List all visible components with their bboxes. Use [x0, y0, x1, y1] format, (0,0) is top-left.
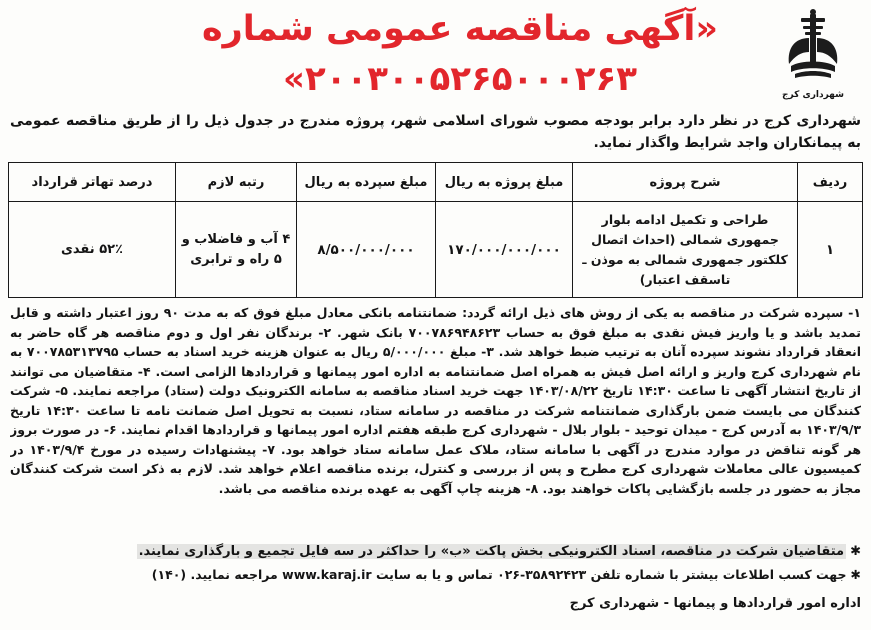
project-table — [8, 162, 863, 298]
intro-paragraph: شهرداری کرج در نظر دارد برابر بودجه مصوب شورای اسلامی شهر، پروژه مندرج در جدول ذیل را از طریق مناقصه عمومی به پیمانکاران واجد شرایط واگذار نماید. — [10, 113, 861, 151]
table-header-row — [9, 163, 863, 202]
asterisk-icon: ✱ — [850, 567, 861, 582]
cell-project-amount: ۱۷۰/۰۰۰/۰۰۰/۰۰۰ — [436, 202, 573, 298]
note-text: متقاضیان شرکت در مناقصه، اسناد الکترونیکی بخش پاکت «ب» را حداکثر در سه فایل تجمیع و بارگذاری نمایند. — [138, 544, 845, 559]
notice-title — [150, 4, 770, 108]
cell-project-description: طراحی و تکمیل ادامه بلوار جمهوری شمالی (احداث اتصال کلکتور جمهوری شمالی به موذن ـ تاسقف اعتبار) — [573, 202, 798, 298]
tender-number: ۲۰۰۳۰۰۵۲۶۵۰۰۰۲۶۳» — [283, 59, 637, 99]
header-project-amount: مبلغ پروژه به ریال — [436, 163, 573, 202]
asterisk-icon: ✱ — [850, 544, 861, 559]
table-row — [9, 202, 863, 298]
cell-row-number: ۱ — [798, 202, 863, 298]
note-text: جهت کسب اطلاعات بیشتر با شماره تلفن ۳۵۸۹۲۴۲۳-۰۲۶ تماس و یا به سایت www.karaj.ir مراجعه نمایید. (۱۴۰) — [151, 567, 847, 582]
issuer-signature: اداره امور قراردادها و پیمانها - شهرداری کرج — [569, 596, 861, 611]
cell-deposit-amount: ۸/۵۰۰/۰۰۰/۰۰۰ — [297, 202, 436, 298]
header-row-number: ردیف — [798, 163, 863, 202]
note-contact-info — [10, 564, 861, 585]
karaj-municipality-logo — [781, 8, 845, 88]
cell-required-rank: ۴ آب و فاضلاب و ۵ راه و ترابری — [176, 202, 297, 298]
header-project-description: شرح پروژه — [573, 163, 798, 202]
header-settlement-percent: درصد تهاتر قرارداد — [9, 163, 176, 202]
tender-conditions: ۱- سپرده شرکت در مناقصه به یکی از روش های ذیل ارائه گردد: ضمانتنامه بانکی معادل مبلغ فوق که به مدت ۹۰ روز اعتبار داشته و قابل تمدید باشد و یا واریز فیش نقدی به مبلغ فوق به حساب ۷۰۰۷۸۶۹۴۸۶۲۳ بانک شهر. ۲- برندگان نفر اول و دوم مناقصه هر گاه حاضر به انعقاد قرارداد نشوند سپرده آنان به ترتیب ضبط خواهد شد. ۳- مبلغ ۵/۰۰۰/۰۰۰ ریال به عنوان هزینه خرید اسناد به حساب ۷۰۰۷۸۵۳۱۳۷۹۵ به نام شهرداری کرج واریز و ارائه اصل فیش به همراه اصل ضمانتنامه به اداره امور پیمانها و قراردادها الزامی است. ۴- متقاضیان می توانند از تاریخ انتشار آگهی تا ساعت ۱۴:۳۰ تاریخ ۱۴۰۳/۰۸/۲۲ جهت خرید اسناد مناقصه به سامانه الکترونیک دولت (ستاد) مراجعه نمایند. ۵- شرکت کنندگان می بایست ضمن بارگذاری ضمانتنامه شرکت در مناقصه در سامانه ستاد، نسبت به تحویل اصل ضمانت نامه تا ساعت ۱۴:۳۰ تاریخ ۱۴۰۳/۹/۳ به آدرس کرج - میدان توحید - بلوار بلال - شهرداری کرج طبقه هفتم اداره امور پیمانها و قراردادها اقدام نمایند. ۶- در صورت بروز هر گونه تناقض در موارد مندرج در آگهی با سامانه ستاد، ملاک عمل سامانه ستاد خواهد بود. ۷- پیشنهادات رسیده در مورخ ۱۴۰۳/۹/۴ در کمیسیون عالی معاملات شهرداری کرج مطرح و پس از بررسی و کنترل، برنده مناقصه اعلام خواهد شد. لازم به ذکر است شرکت کنندگان مجاز به حضور در جلسه بازگشایی پاکات خواهند بود. ۸- هزینه چاپ آگهی به عهده برنده مناقصه می باشد. — [10, 305, 861, 496]
karaj-municipality-logo-block — [773, 8, 853, 108]
title-line-1: «آگهی مناقصه عمومی شماره — [202, 9, 718, 49]
cell-settlement-percent: ۵۲٪ نقدی — [9, 202, 176, 298]
logo-caption: شهرداری کرج — [782, 90, 844, 100]
header-required-rank: رتبه لازم — [176, 163, 297, 202]
header-deposit-amount: مبلغ سپرده به ریال — [297, 163, 436, 202]
note-envelope-b — [10, 541, 861, 562]
